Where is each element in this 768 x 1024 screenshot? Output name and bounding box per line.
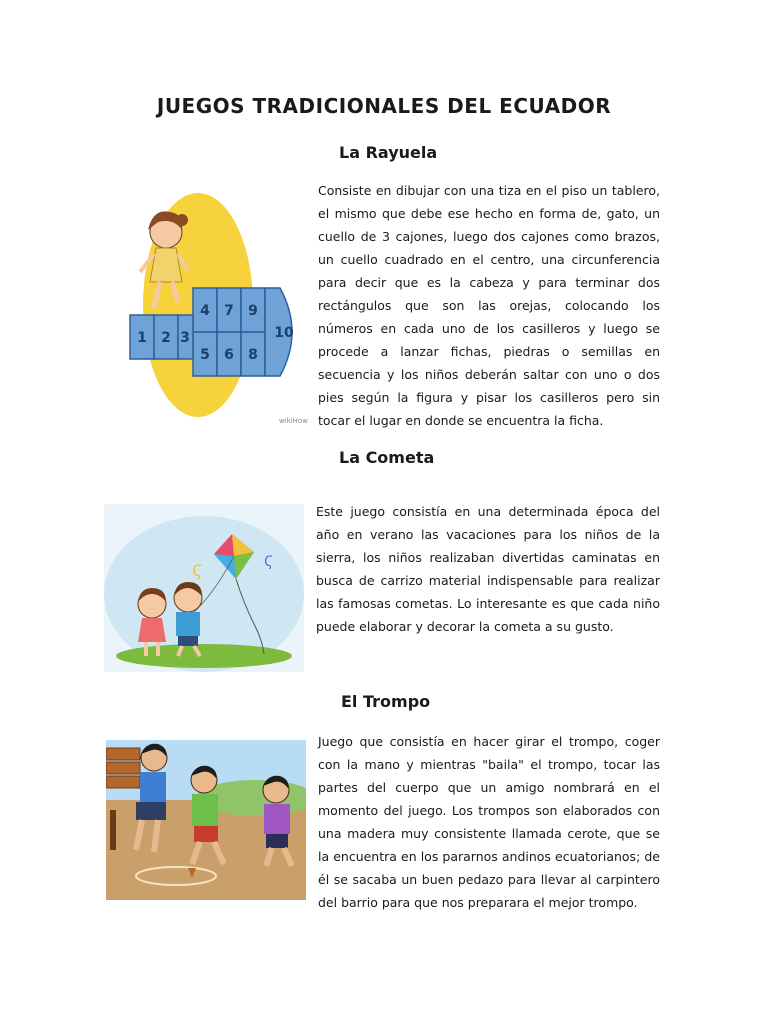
hopscotch-number: 10 (274, 325, 294, 341)
svg-text:Ϛ: Ϛ (264, 554, 274, 570)
hopscotch-number: 7 (224, 303, 234, 319)
hopscotch-number: 5 (200, 347, 210, 363)
hopscotch-number: 8 (248, 347, 258, 363)
kite-illustration (104, 504, 304, 672)
section-heading-cometa: La Cometa (339, 448, 435, 467)
section-heading-trompo: El Trompo (341, 692, 431, 711)
hopscotch-number: 1 (137, 330, 147, 346)
image-watermark: wikiHow (279, 417, 308, 425)
hopscotch-number: 6 (224, 347, 234, 363)
section-heading-rayuela: La Rayuela (339, 143, 438, 162)
paragraph-rayuela: Consiste en dibujar con una tiza en el piso un tablero, el mismo que debe ese hecho en forma de, gato, un cuello de 3 cajones, luego dos cajones como brazos, un cuello cuadrado en el centro, una circunferencia para decir que es la cabeza y para terminar dos rectángulos que son las orejas, colocando los números en cada uno de los casilleros y luego se procede a lanzar fichas, piedras o semillas en secuencia y los niños deberán saltar con uno o dos pies según la figura y pisar los casilleros pero sin tocar el lugar en donde se encuentra la ficha. (318, 183, 660, 428)
hopscotch-number: 9 (248, 303, 258, 319)
hopscotch-number: 3 (180, 330, 190, 346)
hopscotch-illustration (108, 190, 308, 430)
hopscotch-number: 2 (161, 330, 171, 346)
spinning-top-illustration (106, 740, 306, 900)
paragraph-cometa: Este juego consistía en una determinada época del año en verano las vacaciones para los niños de la sierra, los niños realizaban divertidas caminatas en busca de carrizo material indispensable para realizar las famosas cometas. Lo interesante es que cada niño puede elaborar y decorar la cometa a su gusto. (316, 504, 660, 634)
hopscotch-number: 4 (200, 303, 210, 319)
page-title: JUEGOS TRADICIONALES DEL ECUADOR (156, 94, 612, 118)
paragraph-trompo: Juego que consistía en hacer girar el trompo, coger con la mano y mientras "baila" el trompo, tocar las partes del cuerpo que un amigo nombrará en el momento del juego. Los trompos son elaborados con una madera muy consistente llamada cerote, que se la encuentra en los pararnos andinos ecuatorianos; de él se sacaba un buen pedazo para llevar al carpintero del barrio para que nos preparara el mejor trompo. (318, 734, 660, 910)
svg-text:Ϛ: Ϛ (192, 561, 203, 580)
